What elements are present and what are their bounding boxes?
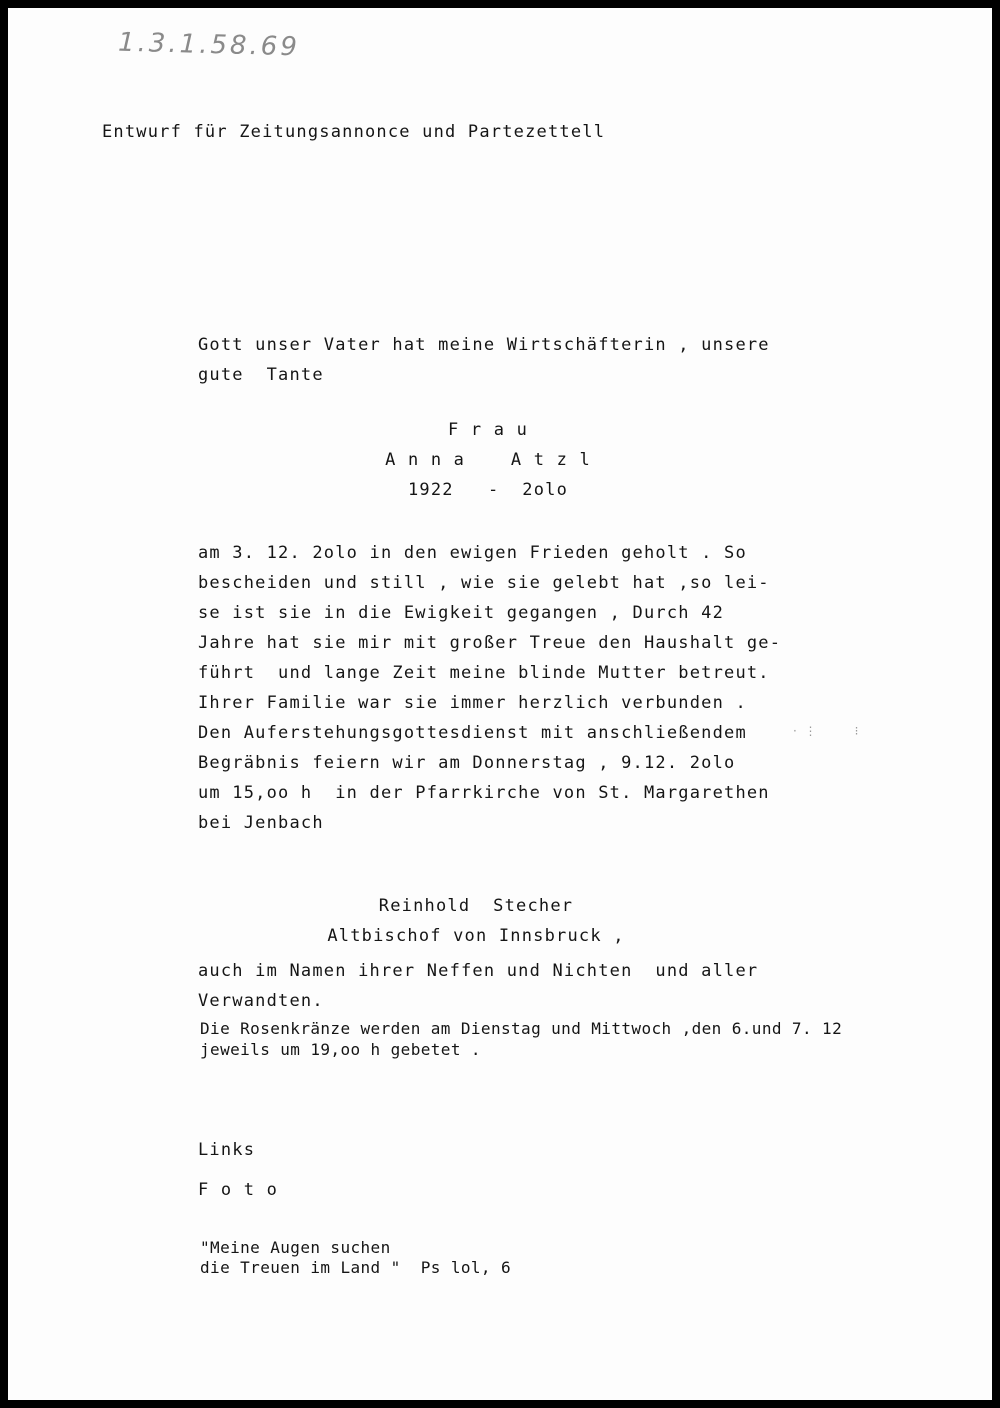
intro-line-2: gute Tante [198, 365, 324, 385]
closing-line-1: auch im Namen ihrer Neffen und Nichten und aller [198, 961, 759, 981]
body-line-1: am 3. 12. 2olo in den ewigen Frieden geholt . So [198, 543, 747, 563]
deceased-name: A n n a A t z l [385, 450, 591, 470]
rosary-line-2: jeweils um 19,oo h gebetet . [200, 1040, 481, 1059]
body-line-5: führt und lange Zeit meine blinde Mutter betreut. [198, 663, 770, 683]
scan-specks: · ⋮ ⁝ [793, 724, 859, 738]
deceased-title: F r a u [447, 420, 529, 440]
note-links: Links [198, 1140, 256, 1160]
body-line-6: Ihrer Familie war sie immer herzlich verbunden . [198, 693, 747, 713]
body-line-10: bei Jenbach [198, 813, 324, 833]
signature-name: Reinhold Stecher [378, 896, 574, 916]
quote-line-1: "Meine Augen suchen [200, 1238, 391, 1257]
deceased-years: 1922 - 2olo [407, 480, 569, 500]
body-line-7: Den Auferstehungsgottesdienst mit anschließendem [198, 723, 747, 743]
rosary-line-1: Die Rosenkränze werden am Dienstag und Mittwoch ,den 6.und 7. 12 [200, 1019, 843, 1038]
document-page [8, 8, 992, 1400]
quote-line-2: die Treuen im Land " Ps lol, 6 [200, 1258, 512, 1277]
signature-role: Altbischof von Innsbruck , [327, 926, 625, 946]
body-line-8: Begräbnis feiern wir am Donnerstag , 9.12. 2olo [198, 753, 736, 773]
body-line-3: se ist sie in die Ewigkeit gegangen , Durch 42 [198, 603, 725, 623]
note-foto: F o t o [198, 1180, 279, 1200]
archive-number-handwritten: 1.3.1.58.69 [117, 27, 301, 63]
intro-line-1: Gott unser Vater hat meine Wirtschäfterin , unsere [198, 335, 770, 355]
document-heading: Entwurf für Zeitungsannonce und Partezettell [102, 122, 606, 142]
body-line-2: bescheiden und still , wie sie gelebt hat ,so lei- [198, 573, 770, 593]
body-line-9: um 15,oo h in der Pfarrkirche von St. Margarethen [198, 783, 770, 803]
body-line-4: Jahre hat sie mir mit großer Treue den Haushalt ge- [198, 633, 782, 653]
closing-line-2: Verwandten. [198, 991, 324, 1011]
